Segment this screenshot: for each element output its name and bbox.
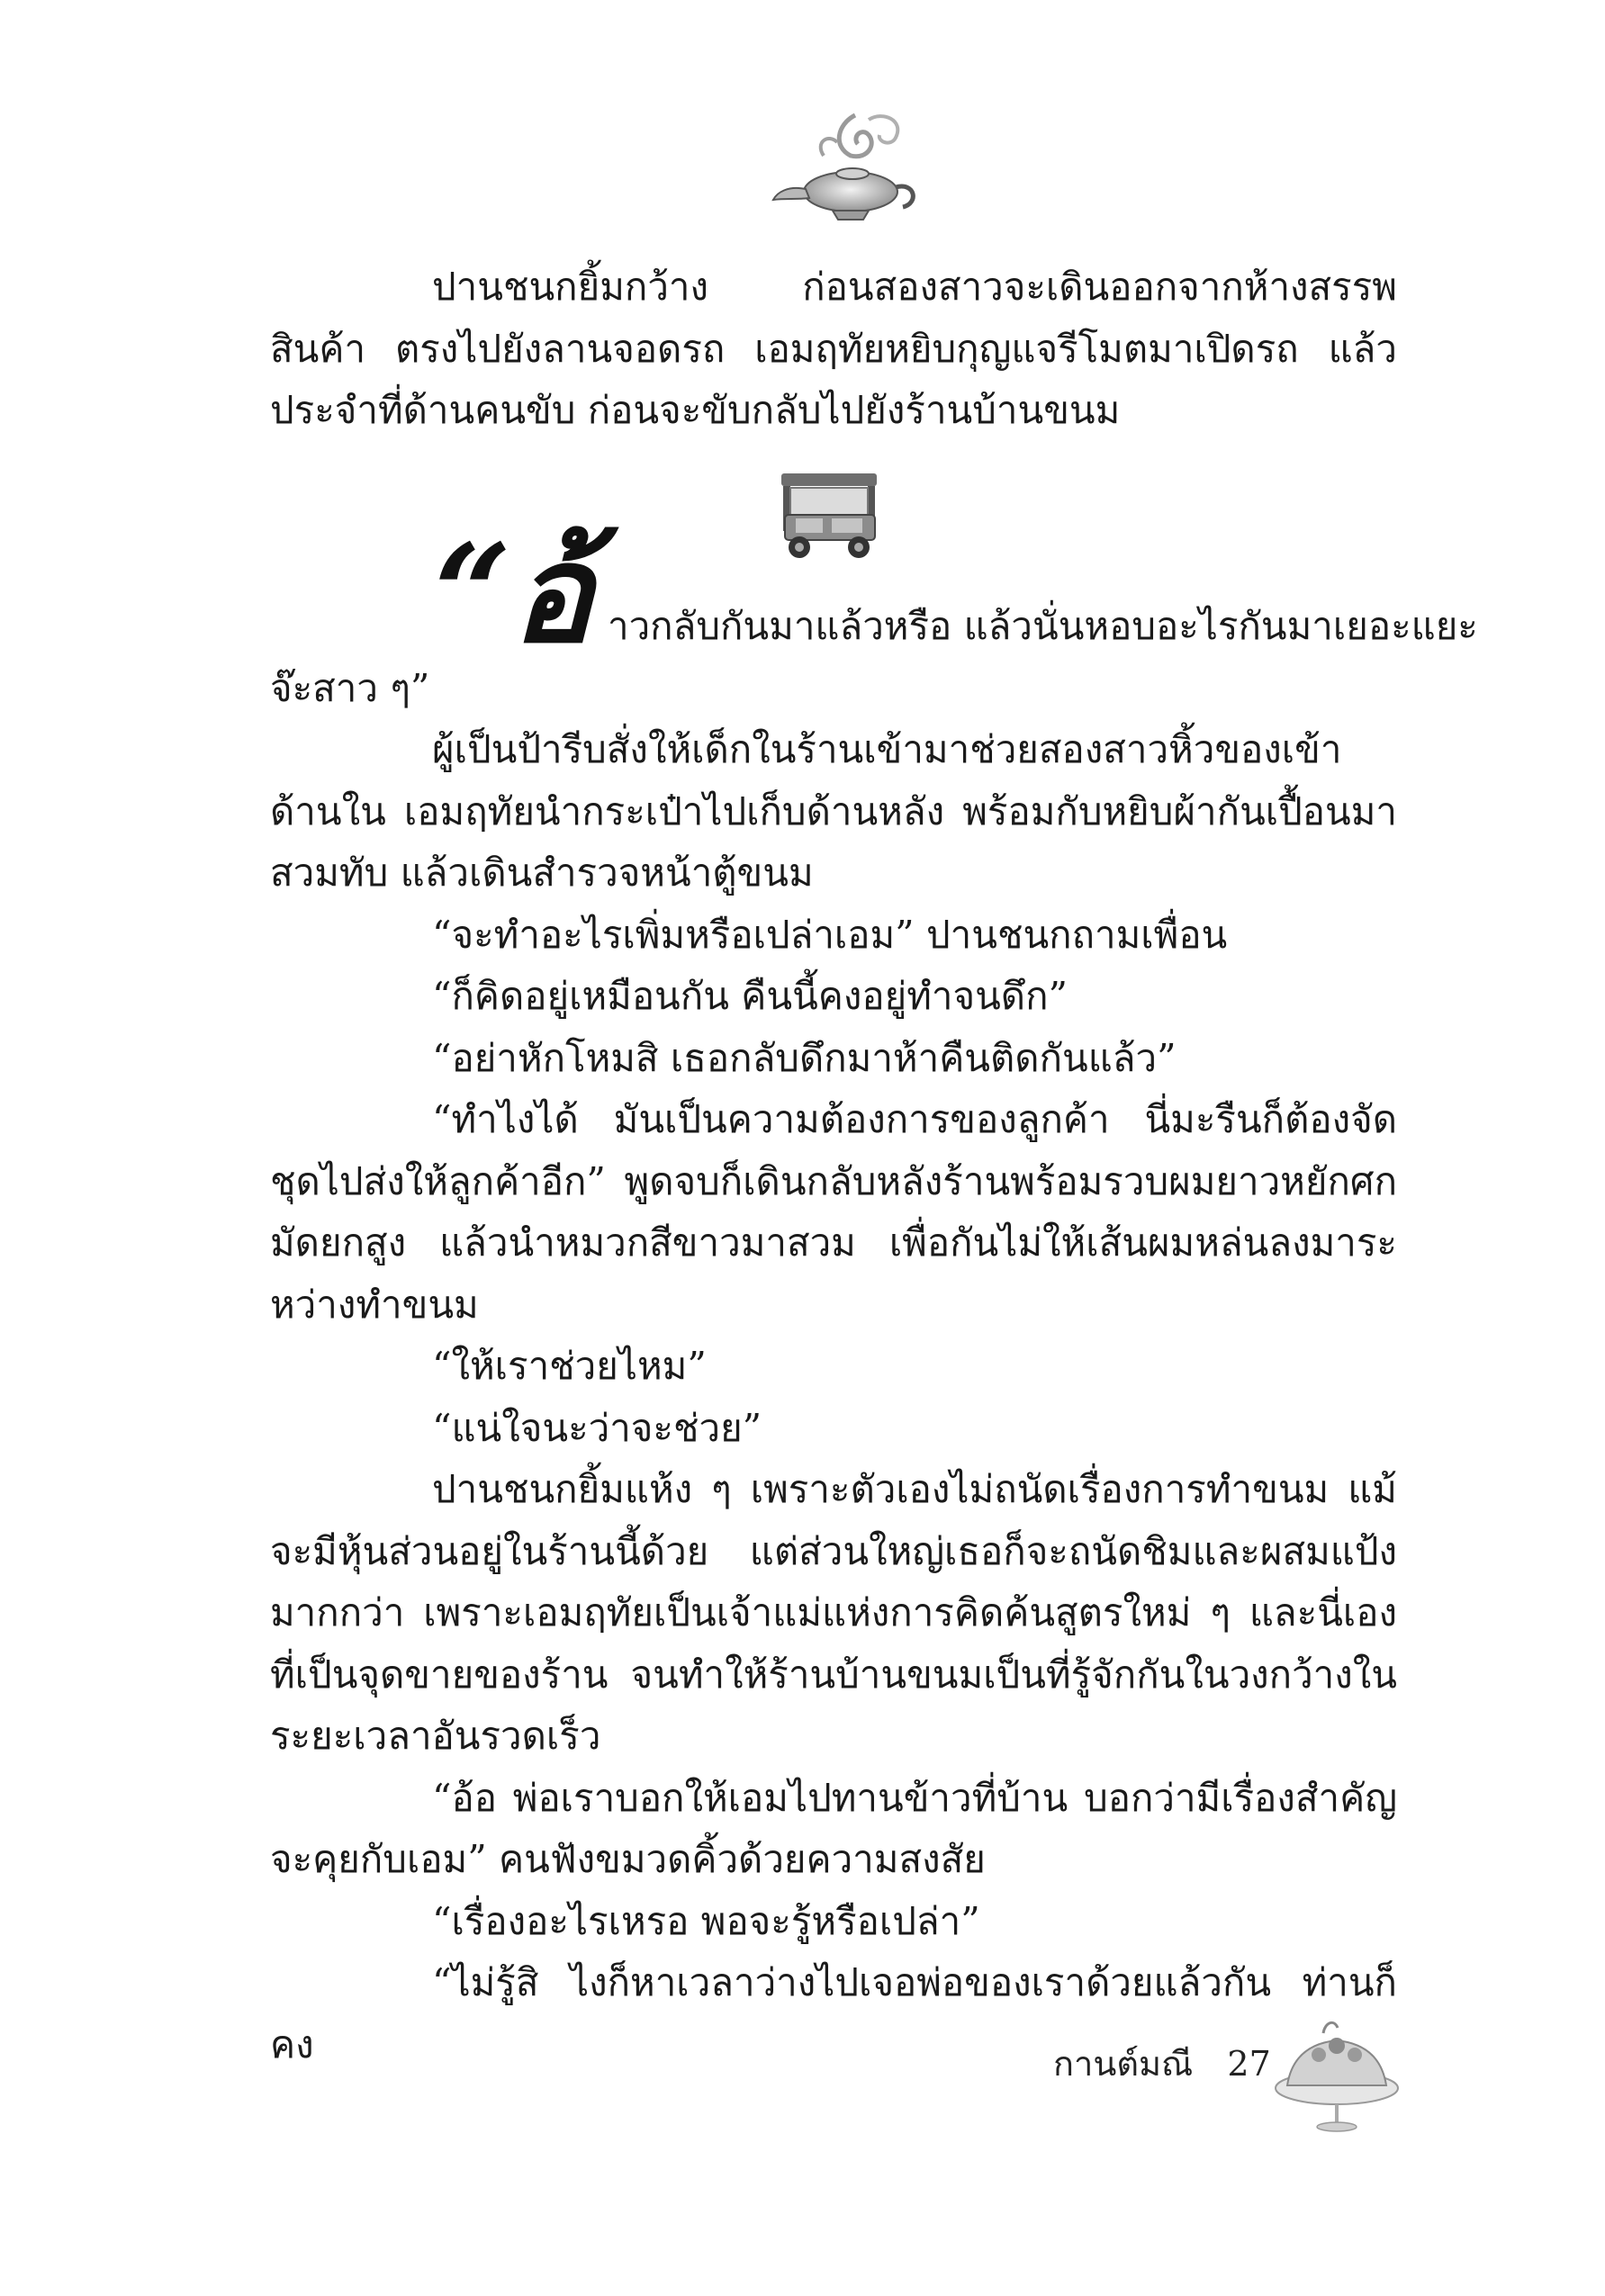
dialog-line: “ให้เราช่วยไหม” [432, 1344, 707, 1388]
paragraph: ผู้เป็นป้ารีบสั่งให้เด็กในร้านเข้ามาช่วยสองสาวหิ้วของเข้าด้านใน เอมฤทัยนำกระเป๋าไปเก็บด้านหลัง พร้อมกับหยิบผ้ากันเปื้อนมาสวมทับ แล้วเดินสำรวจหน้าตู้ขนม [270, 727, 1397, 895]
cake-icon [1269, 2003, 1404, 2138]
dialog-line: “ทำไงได้ มันเป็นความต้องการของลูกค้า นี่มะรืนก็ต้องจัดชุดไปส่งให้ลูกค้าอีก” พูดจบก็เดินกลับหลังร้านพร้อมรวบผมยาวหยักศกมัดยกสูง แล้วนำหมวกสีขาวมาสวม เพื่อกันไม่ให้เส้นผมหล่นลงมาระหว่างทำขนม [270, 1097, 1397, 1327]
page-footer [1053, 2041, 1271, 2086]
dialog-line: “อ้อ พ่อเราบอกให้เอมไปทานข้าวที่บ้าน บอกว่ามีเรื่องสำคัญจะคุยกับเอม” คนฟังขมวดคิ้วด้วยความสงสัย [270, 1775, 1397, 1881]
dropcap-continuation [270, 658, 1397, 720]
magic-lamp-icon [770, 106, 923, 232]
page-number: 27 [1227, 2044, 1271, 2084]
body-text [270, 719, 1397, 2075]
dropcap-letter: “อ้ [434, 515, 593, 673]
dialog-line: “ก็คิดอยู่เหมือนกัน คืนนี้คงอยู่ทำจนดึก” [432, 974, 1068, 1018]
dialog-line: “ไม่รู้สิ ไงก็หาเวลาว่างไปเจอพ่อของเราด้วยแล้วกัน ท่านก็คง [270, 1960, 1397, 2066]
opening-paragraph [270, 257, 1397, 442]
dialog-line: “เรื่องอะไรเหรอ พอจะรู้หรือเปล่า” [432, 1898, 980, 1943]
dialog-line: “อย่าหักโหมสิ เธอกลับดึกมาห้าคืนติดกันแล้ว” [432, 1035, 1177, 1080]
dropcap-rest-text: าวกลับกันมาแล้วหรือ แล้วนั่นหอบอะไรกันมาเยอะแยะ [608, 604, 1478, 648]
paragraph: ปานชนกยิ้มแห้ง ๆ เพราะตัวเองไม่ถนัดเรื่องการทำขนม แม้จะมีหุ้นส่วนอยู่ในร้านนี้ด้วย แต่ส่วนใหญ่เธอก็จะถนัดชิมและผสมแป้งมากกว่า เพราะเอมฤทัยเป็นเจ้าแม่แห่งการคิดค้นสูตรใหม่ ๆ และนี่เองที่เป็นจุดขายของร้าน จนทำให้ร้านบ้านขนมเป็นที่รู้จักกันในวงกว้างในระยะเวลาอันรวดเร็ว [270, 1467, 1397, 1758]
dropcap-line [270, 515, 1478, 673]
book-title: กานต์มณี [1053, 2044, 1194, 2084]
paragraph: จ๊ะสาว ๆ” [270, 666, 430, 710]
dialog-line: “จะทำอะไรเพิ่มหรือเปล่าเอม” ปานชนกถามเพื่อน [432, 912, 1228, 957]
dialog-line: “แน่ใจนะว่าจะช่วย” [432, 1405, 762, 1450]
paragraph: ปานชนกยิ้มกว้าง ก่อนสองสาวจะเดินออกจากห้างสรรพสินค้า ตรงไปยังลานจอดรถ เอมฤทัยหยิบกุญแจรีโมตมาเปิดรถ แล้วประจำที่ด้านคนขับ ก่อนจะขับกลับไปยังร้านบ้านขนม [270, 265, 1397, 432]
